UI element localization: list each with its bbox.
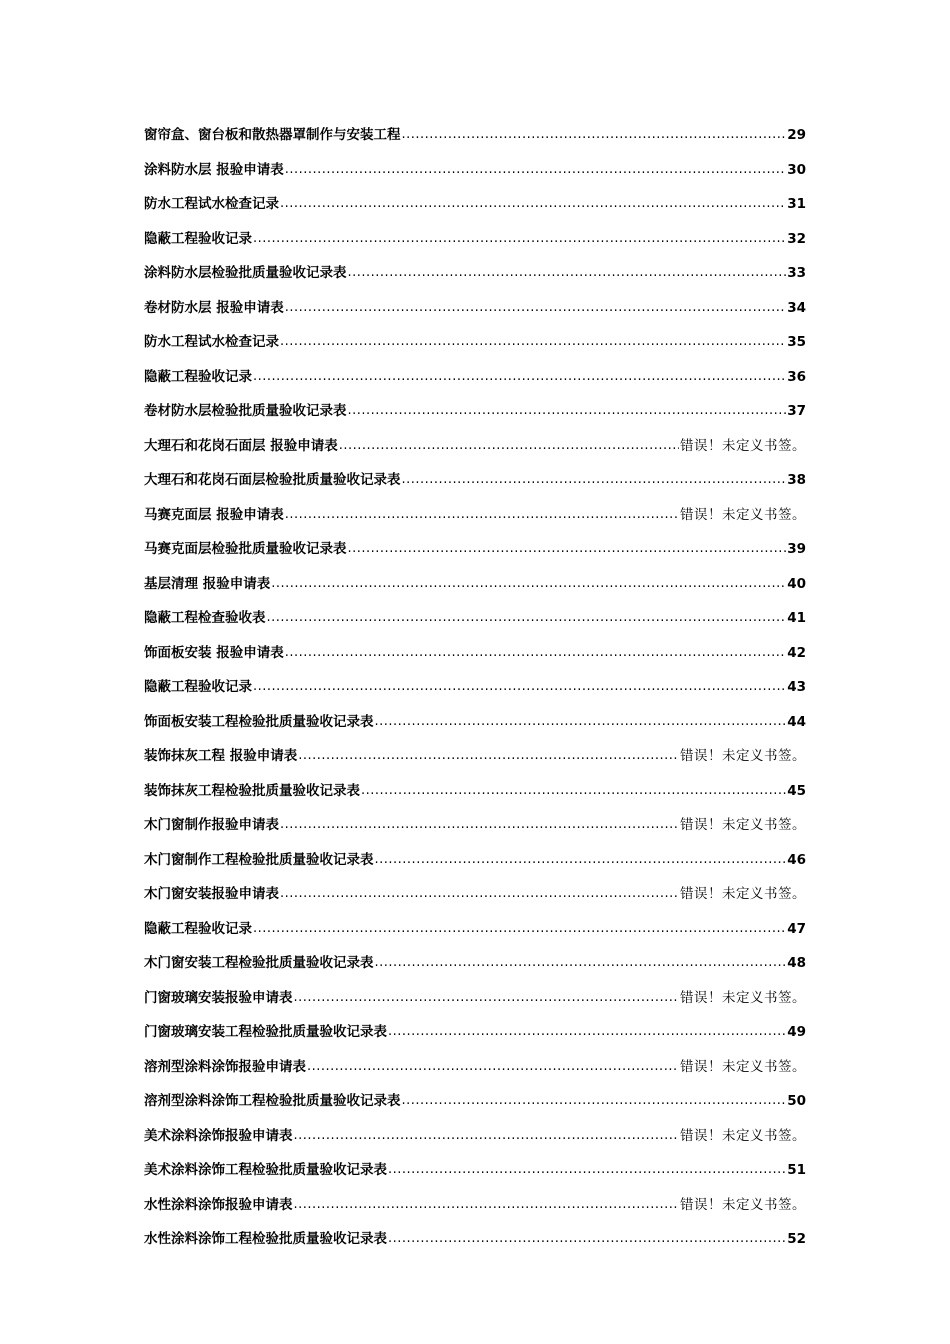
toc-entry[interactable] xyxy=(144,636,806,671)
toc-entry-title: 隐蔽工程验收记录 xyxy=(144,368,252,385)
toc-bookmark-error: 错误！未定义书签。 xyxy=(680,1058,806,1075)
toc-entry[interactable] xyxy=(144,705,806,740)
toc-entry-title: 木门窗制作报验申请表 xyxy=(144,817,279,833)
toc-entry[interactable] xyxy=(144,360,806,395)
toc-entry[interactable] xyxy=(144,1119,806,1154)
toc-entry-title: 基层清理 报验申请表 xyxy=(144,575,271,592)
toc-entry-title: 隐蔽工程验收记录 xyxy=(144,920,252,937)
toc-page-number: 32 xyxy=(787,230,806,247)
toc-entry-title: 溶剂型涂料涂饰报验申请表 xyxy=(144,1058,306,1075)
toc-entry-title: 木门窗制作工程检验批质量验收记录表 xyxy=(144,851,374,868)
toc-entry-title: 美术涂料涂饰工程检验批质量验收记录表 xyxy=(144,1162,387,1178)
toc-entry-title: 隐蔽工程验收记录 xyxy=(144,679,252,695)
toc-dot-leader xyxy=(388,1153,786,1188)
toc-entry-title: 溶剂型涂料涂饰工程检验批质量验收记录表 xyxy=(144,1093,401,1109)
toc-dot-leader xyxy=(348,532,787,567)
toc-dot-leader xyxy=(280,877,679,912)
toc-entry[interactable] xyxy=(144,601,806,636)
toc-entry-title: 装饰抹灰工程 报验申请表 xyxy=(144,748,298,764)
toc-entry[interactable] xyxy=(144,498,806,533)
toc-entry[interactable] xyxy=(144,429,806,464)
toc-dot-leader xyxy=(280,808,679,843)
toc-dot-leader xyxy=(348,394,787,429)
toc-dot-leader xyxy=(280,325,786,360)
toc-entry[interactable] xyxy=(144,1188,806,1223)
toc-entry[interactable] xyxy=(144,981,806,1016)
toc-entry-title: 门窗玻璃安装报验申请表 xyxy=(144,989,293,1006)
toc-entry[interactable] xyxy=(144,808,806,843)
toc-page-number: 38 xyxy=(787,472,806,488)
toc-page-number: 47 xyxy=(787,920,806,937)
toc-entry-title: 美术涂料涂饰报验申请表 xyxy=(144,1127,293,1144)
toc-entry[interactable] xyxy=(144,670,806,705)
toc-entry[interactable] xyxy=(144,739,806,774)
toc-bookmark-error: 错误！未定义书签。 xyxy=(680,437,806,454)
toc-dot-leader xyxy=(375,843,787,878)
toc-entry[interactable] xyxy=(144,222,806,257)
table-of-contents xyxy=(144,118,806,1257)
toc-entry[interactable] xyxy=(144,153,806,188)
toc-page-number: 40 xyxy=(787,575,806,592)
toc-entry[interactable] xyxy=(144,118,806,153)
toc-page-number: 51 xyxy=(787,1162,806,1178)
toc-entry-title: 隐蔽工程验收记录 xyxy=(144,230,252,247)
toc-page-number: 46 xyxy=(787,851,806,868)
toc-entry-title: 饰面板安装工程检验批质量验收记录表 xyxy=(144,713,374,730)
toc-entry-title: 木门窗安装工程检验批质量验收记录表 xyxy=(144,955,374,971)
toc-entry[interactable] xyxy=(144,912,806,947)
toc-page-number: 37 xyxy=(787,403,806,419)
toc-entry-title: 饰面板安装 报验申请表 xyxy=(144,644,284,661)
toc-dot-leader xyxy=(285,636,787,671)
toc-bookmark-error: 错误！未定义书签。 xyxy=(680,1196,806,1213)
toc-entry[interactable] xyxy=(144,877,806,912)
toc-entry-title: 马赛克面层检验批质量验收记录表 xyxy=(144,541,347,557)
toc-page-number: 39 xyxy=(787,541,806,557)
toc-entry-title: 防水工程试水检查记录 xyxy=(144,334,279,350)
toc-page-number: 52 xyxy=(787,1231,806,1247)
toc-page-number: 41 xyxy=(787,610,806,626)
toc-dot-leader xyxy=(294,1188,680,1223)
toc-page-number: 30 xyxy=(787,161,806,178)
toc-dot-leader xyxy=(294,981,680,1016)
toc-entry-title: 马赛克面层 报验申请表 xyxy=(144,506,284,523)
toc-bookmark-error: 错误！未定义书签。 xyxy=(680,506,806,523)
toc-entry[interactable] xyxy=(144,187,806,222)
toc-entry-title: 水性涂料涂饰报验申请表 xyxy=(144,1196,293,1213)
toc-page-number: 45 xyxy=(787,782,806,799)
toc-entry[interactable] xyxy=(144,946,806,981)
toc-dot-leader xyxy=(271,567,786,602)
toc-dot-leader xyxy=(402,463,787,498)
toc-page-number: 49 xyxy=(787,1024,806,1040)
toc-entry-title: 木门窗安装报验申请表 xyxy=(144,886,279,902)
toc-dot-leader xyxy=(285,153,787,188)
toc-entry-title: 卷材防水层 报验申请表 xyxy=(144,299,284,316)
toc-bookmark-error: 错误！未定义书签。 xyxy=(680,748,806,764)
toc-entry[interactable] xyxy=(144,774,806,809)
toc-page-number: 43 xyxy=(787,679,806,695)
toc-entry[interactable] xyxy=(144,325,806,360)
toc-entry-title: 大理石和花岗石面层 报验申请表 xyxy=(144,437,338,454)
toc-bookmark-error: 错误！未定义书签。 xyxy=(680,989,806,1006)
toc-dot-leader xyxy=(285,498,679,533)
toc-page-number: 29 xyxy=(787,127,806,143)
toc-entry-title: 隐蔽工程检查验收表 xyxy=(144,610,266,626)
toc-dot-leader xyxy=(298,739,679,774)
toc-entry-title: 装饰抹灰工程检验批质量验收记录表 xyxy=(144,782,360,799)
toc-entry-title: 涂料防水层检验批质量验收记录表 xyxy=(144,265,347,281)
toc-entry[interactable] xyxy=(144,463,806,498)
toc-entry-title: 涂料防水层 报验申请表 xyxy=(144,161,284,178)
toc-dot-leader xyxy=(388,1015,786,1050)
toc-dot-leader xyxy=(294,1119,680,1154)
toc-dot-leader xyxy=(253,912,786,947)
toc-dot-leader xyxy=(339,429,679,464)
toc-entry[interactable] xyxy=(144,1015,806,1050)
toc-dot-leader xyxy=(375,705,787,740)
toc-page-number: 33 xyxy=(787,265,806,281)
toc-dot-leader xyxy=(280,187,786,222)
toc-entry[interactable] xyxy=(144,1050,806,1085)
toc-dot-leader xyxy=(253,222,786,257)
toc-bookmark-error: 错误！未定义书签。 xyxy=(680,1127,806,1144)
toc-entry-title: 门窗玻璃安装工程检验批质量验收记录表 xyxy=(144,1024,387,1040)
toc-entry[interactable] xyxy=(144,567,806,602)
toc-page-number: 35 xyxy=(787,334,806,350)
toc-page-number: 48 xyxy=(787,955,806,971)
toc-dot-leader xyxy=(361,774,786,809)
toc-entry[interactable] xyxy=(144,291,806,326)
toc-page-number: 34 xyxy=(787,299,806,316)
toc-entry-title: 水性涂料涂饰工程检验批质量验收记录表 xyxy=(144,1231,387,1247)
toc-dot-leader xyxy=(253,670,786,705)
toc-bookmark-error: 错误！未定义书签。 xyxy=(680,886,806,902)
toc-entry[interactable] xyxy=(144,1153,806,1188)
toc-dot-leader xyxy=(402,1084,787,1119)
toc-entry[interactable] xyxy=(144,256,806,291)
toc-dot-leader xyxy=(285,291,787,326)
toc-entry[interactable] xyxy=(144,394,806,429)
toc-page-number: 36 xyxy=(787,368,806,385)
toc-page-number: 50 xyxy=(787,1093,806,1109)
toc-dot-leader xyxy=(402,118,787,153)
toc-entry[interactable] xyxy=(144,843,806,878)
toc-entry[interactable] xyxy=(144,532,806,567)
toc-dot-leader xyxy=(375,946,787,981)
toc-entry-title: 大理石和花岗石面层检验批质量验收记录表 xyxy=(144,472,401,488)
toc-page-number: 42 xyxy=(787,644,806,661)
toc-entry-title: 防水工程试水检查记录 xyxy=(144,196,279,212)
toc-dot-leader xyxy=(388,1222,786,1257)
toc-dot-leader xyxy=(253,360,786,395)
toc-bookmark-error: 错误！未定义书签。 xyxy=(680,817,806,833)
toc-dot-leader xyxy=(348,256,787,291)
toc-page-number: 44 xyxy=(787,713,806,730)
toc-entry-title: 窗帘盒、窗台板和散热器罩制作与安装工程 xyxy=(144,127,401,143)
toc-dot-leader xyxy=(307,1050,679,1085)
toc-dot-leader xyxy=(267,601,787,636)
toc-entry-title: 卷材防水层检验批质量验收记录表 xyxy=(144,403,347,419)
toc-entry[interactable] xyxy=(144,1222,806,1257)
toc-page-number: 31 xyxy=(787,196,806,212)
toc-entry[interactable] xyxy=(144,1084,806,1119)
